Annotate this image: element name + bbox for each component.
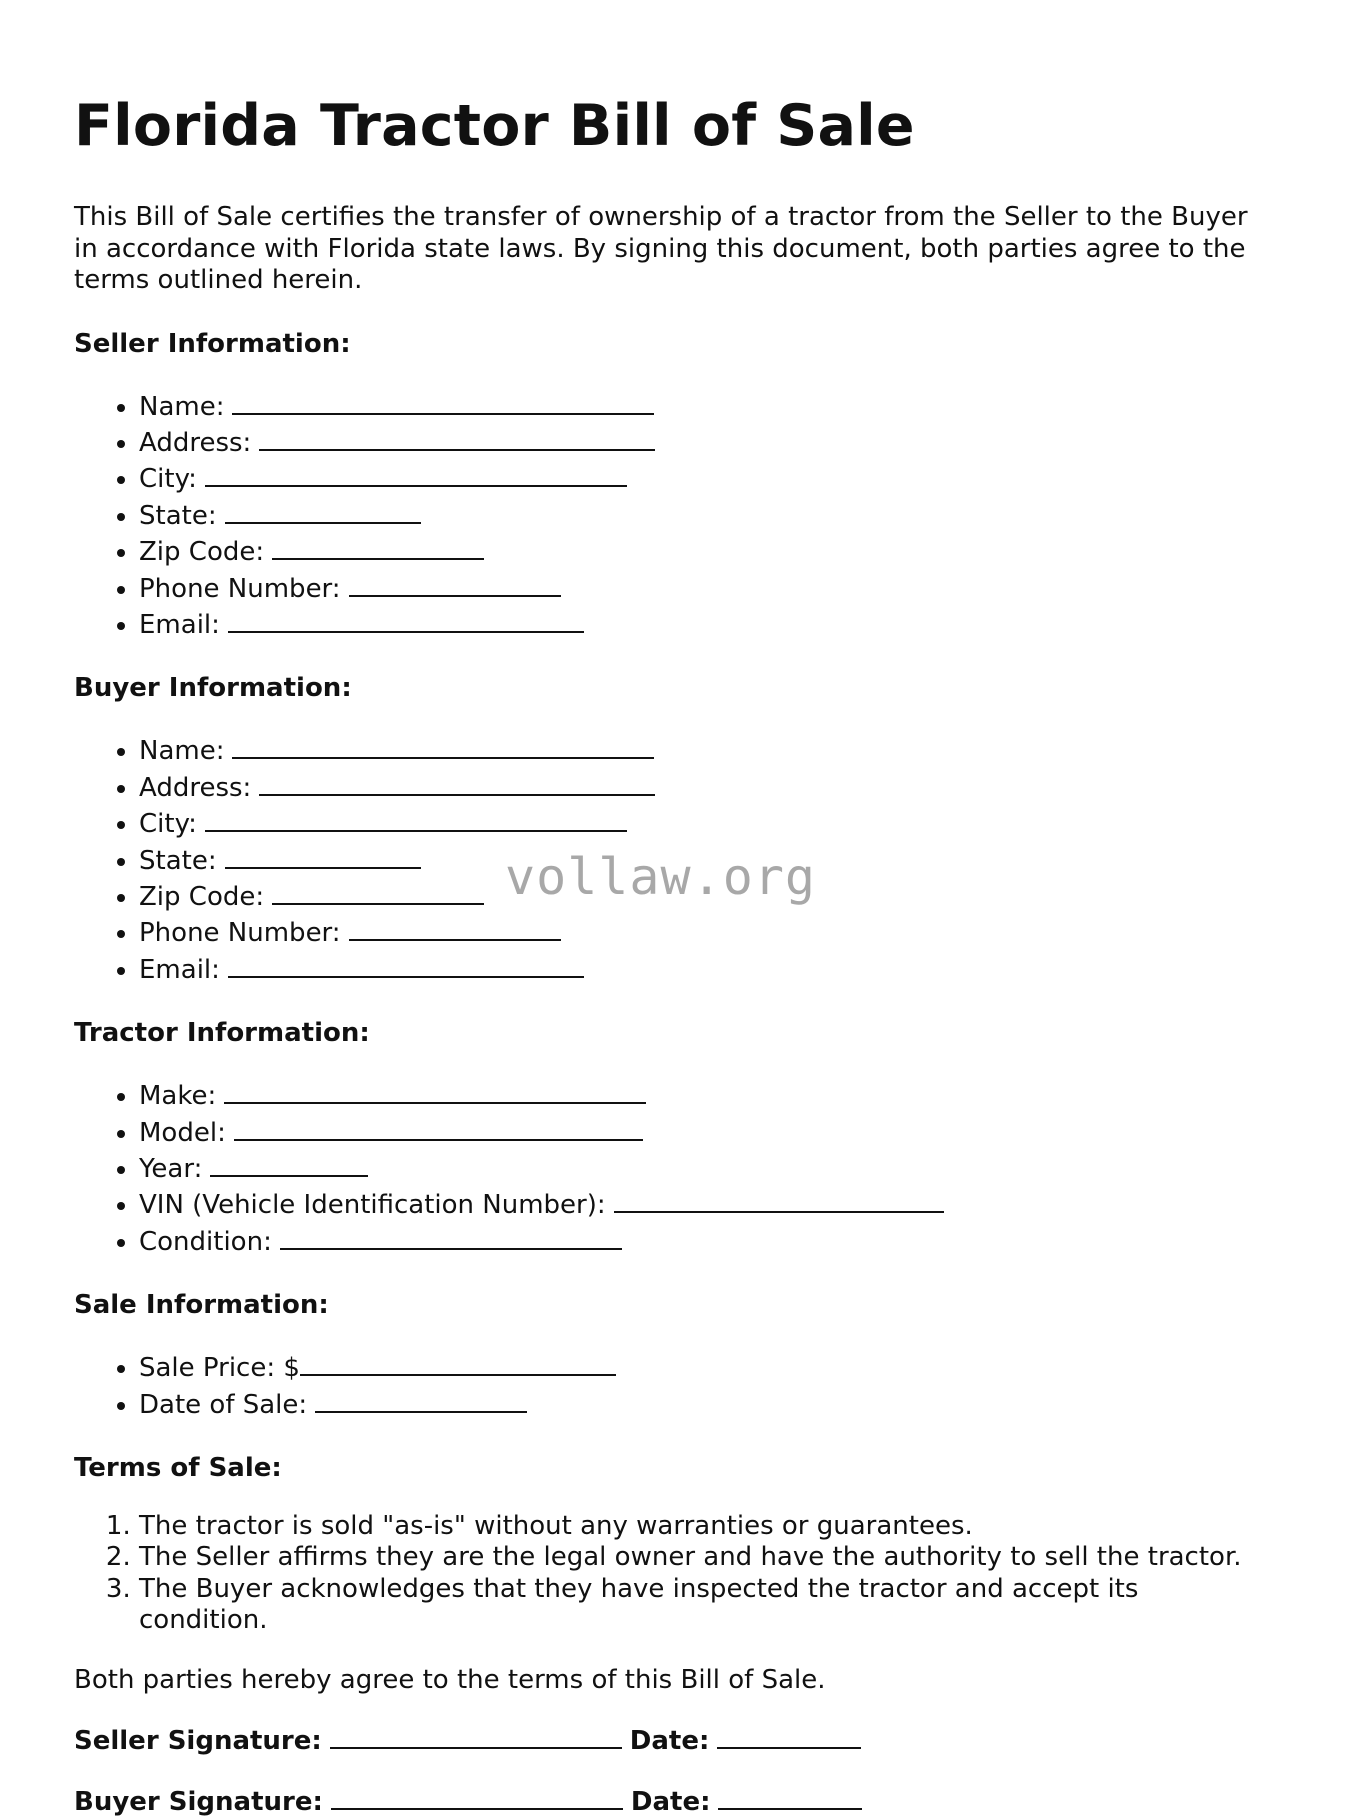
tractor-vin-blank[interactable] bbox=[614, 1185, 944, 1213]
sale-field-list bbox=[74, 1348, 1274, 1421]
tractor-condition-field: • Condition: bbox=[139, 1222, 1274, 1258]
buyer-date-blank[interactable] bbox=[718, 1782, 862, 1810]
buyer-city-blank[interactable] bbox=[205, 804, 627, 832]
seller-signature-line: Seller Signature: Date: bbox=[74, 1721, 1274, 1758]
seller-name-blank[interactable] bbox=[232, 387, 654, 415]
document-page bbox=[74, 90, 1274, 1819]
buyer-zip-blank[interactable] bbox=[272, 877, 484, 905]
tractor-heading: Tractor Information: bbox=[74, 1018, 370, 1049]
seller-phone-blank[interactable] bbox=[349, 569, 561, 597]
seller-email-blank[interactable] bbox=[228, 605, 584, 633]
buyer-heading: Buyer Information: bbox=[74, 673, 352, 704]
terms-list bbox=[74, 1511, 1274, 1637]
terms-heading: Terms of Sale: bbox=[74, 1453, 282, 1484]
seller-state-blank[interactable] bbox=[225, 496, 421, 524]
seller-city-blank[interactable] bbox=[205, 459, 627, 487]
buyer-address-field: • Address: bbox=[139, 768, 1274, 804]
buyer-zip-field: • Zip Code: bbox=[139, 877, 1274, 913]
seller-zip-blank[interactable] bbox=[272, 532, 484, 560]
buyer-signature-blank[interactable] bbox=[331, 1782, 623, 1810]
seller-name-field: • Name: bbox=[139, 387, 1274, 423]
seller-address-field: • Address: bbox=[139, 423, 1274, 459]
tractor-field-list bbox=[74, 1076, 1274, 1258]
term-item: 3. The Buyer acknowledges that they have inspected the tractor and accept its condition. bbox=[139, 1574, 1274, 1637]
sale-date-field: • Date of Sale: bbox=[139, 1385, 1274, 1421]
tractor-vin-field: • VIN (Vehicle Identification Number): bbox=[139, 1185, 1274, 1221]
intro-paragraph: This Bill of Sale certifies the transfer of ownership of a tractor from the Seller to the Buyer in accordance with Florida state laws. By signing this document, both parties agree to the terms outlined herein. bbox=[74, 202, 1248, 295]
buyer-email-blank[interactable] bbox=[228, 950, 584, 978]
buyer-address-blank[interactable] bbox=[259, 768, 655, 796]
tractor-model-field: • Model: bbox=[139, 1113, 1274, 1149]
seller-date-blank[interactable] bbox=[717, 1721, 861, 1749]
seller-signature-blank[interactable] bbox=[330, 1721, 622, 1749]
buyer-name-field: • Name: bbox=[139, 731, 1274, 767]
tractor-make-blank[interactable] bbox=[224, 1076, 646, 1104]
watermark: vollaw.org bbox=[505, 848, 817, 906]
tractor-make-field: • Make: bbox=[139, 1076, 1274, 1112]
tractor-year-blank[interactable] bbox=[210, 1149, 368, 1177]
buyer-city-field: • City: bbox=[139, 804, 1274, 840]
buyer-name-blank[interactable] bbox=[232, 731, 654, 759]
tractor-model-blank[interactable] bbox=[234, 1113, 643, 1141]
sale-date-blank[interactable] bbox=[315, 1385, 527, 1413]
buyer-phone-field: • Phone Number: bbox=[139, 913, 1274, 949]
seller-field-list bbox=[74, 387, 1274, 642]
buyer-state-blank[interactable] bbox=[225, 841, 421, 869]
seller-email-field: • Email: bbox=[139, 605, 1274, 641]
seller-zip-field: • Zip Code: bbox=[139, 532, 1274, 568]
term-item: 2. The Seller affirms they are the legal owner and have the authority to sell the tractor. bbox=[139, 1542, 1274, 1573]
tractor-year-field: • Year: bbox=[139, 1149, 1274, 1185]
seller-address-blank[interactable] bbox=[259, 423, 655, 451]
buyer-phone-blank[interactable] bbox=[349, 913, 561, 941]
seller-phone-field: • Phone Number: bbox=[139, 569, 1274, 605]
sale-heading: Sale Information: bbox=[74, 1290, 329, 1321]
closing-statement: Both parties hereby agree to the terms of this Bill of Sale. bbox=[74, 1664, 826, 1695]
seller-heading: Seller Information: bbox=[74, 328, 351, 359]
buyer-state-field: • State: bbox=[139, 841, 1274, 877]
buyer-signature-line: Buyer Signature: Date: bbox=[74, 1782, 1274, 1819]
term-item: 1. The tractor is sold "as-is" without any warranties or guarantees. bbox=[139, 1511, 1274, 1542]
sale-price-blank[interactable] bbox=[300, 1348, 616, 1376]
buyer-email-field: • Email: bbox=[139, 950, 1274, 986]
document-title: Florida Tractor Bill of Sale bbox=[74, 93, 915, 159]
seller-city-field: • City: bbox=[139, 459, 1274, 495]
seller-state-field: • State: bbox=[139, 496, 1274, 532]
sale-price-field: • Sale Price: $ bbox=[139, 1348, 1274, 1384]
tractor-condition-blank[interactable] bbox=[280, 1222, 622, 1250]
